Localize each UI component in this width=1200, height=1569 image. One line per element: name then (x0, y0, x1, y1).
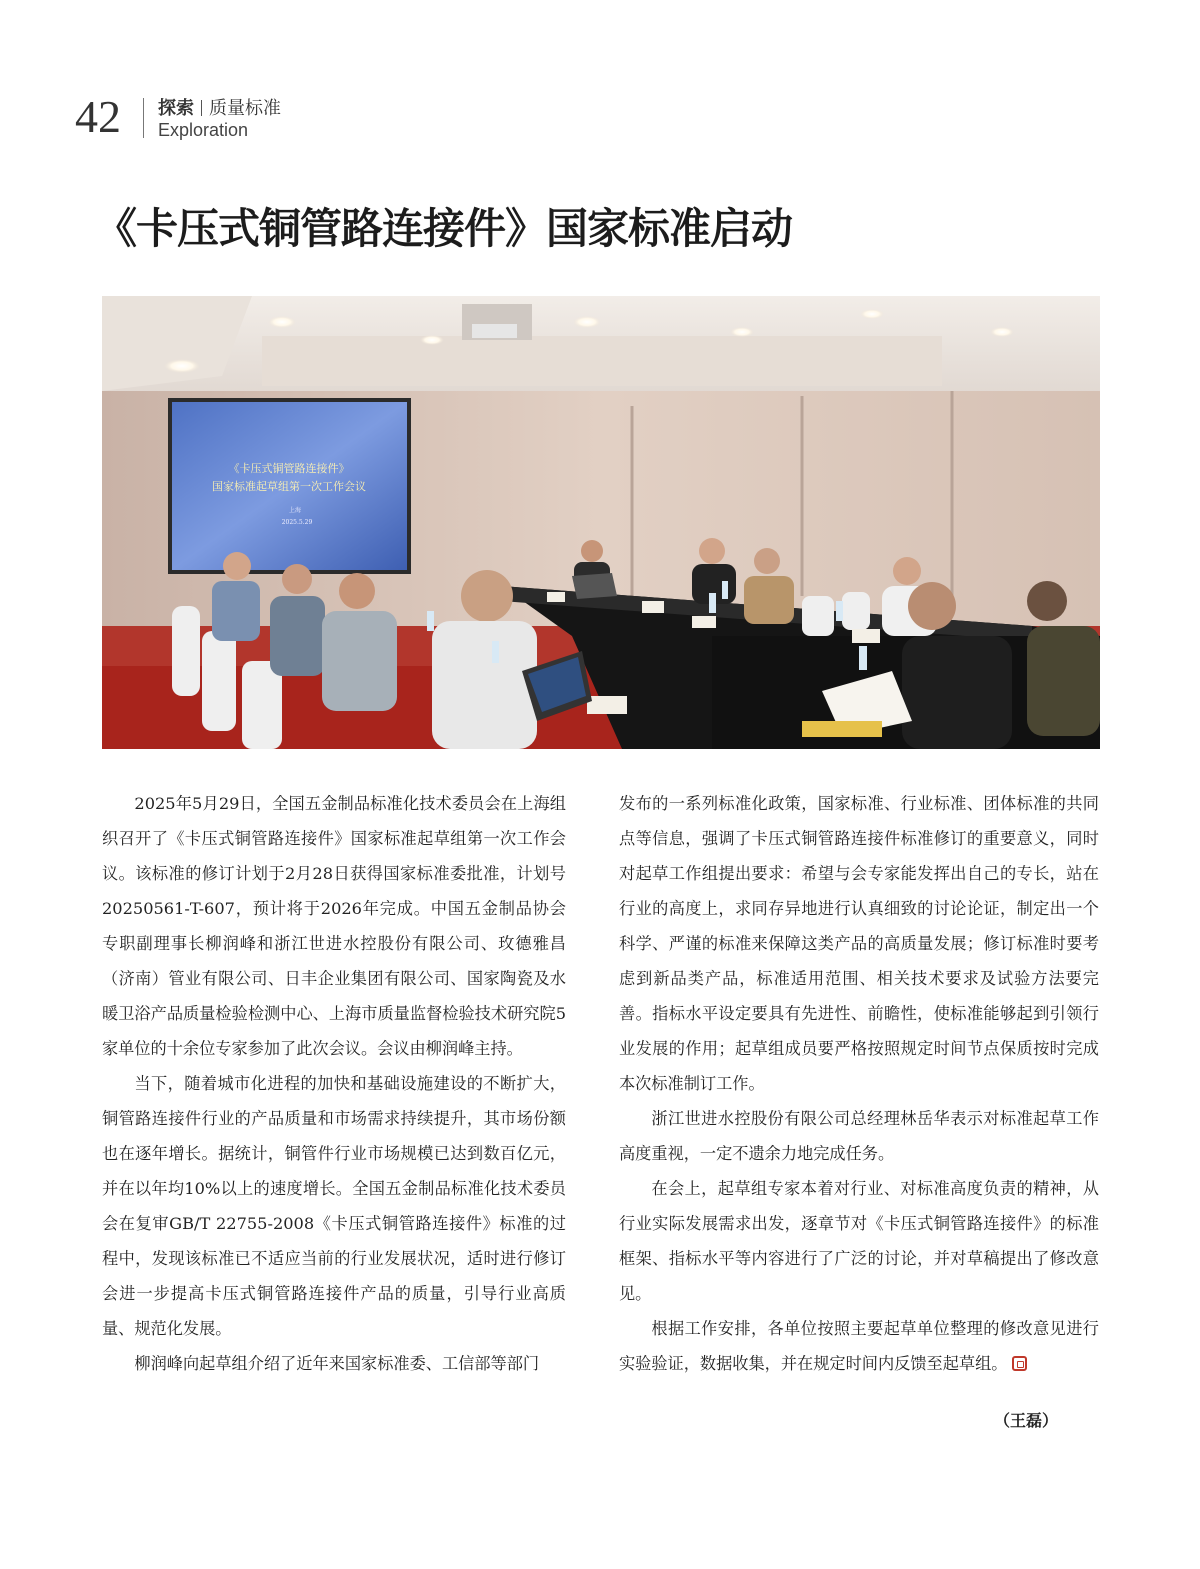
paragraph: 当下，随着城市化进程的加快和基础设施建设的不断扩大，铜管路连接件行业的产品质量和市场需求持续提升，其市场份额也在逐年增长。据统计，铜管件行业市场规模已达到数百亿元，并在以年均10%以上的速度增长。全国五金制品标准化技术委员会在复审GB/T 22755-2008《卡压式铜管路连接件》标准的过程中，发现该标准已不适应当前的行业发展状况，适时进行修订会进一步提高卡压式铜管路连接件产品的质量，引导行业高质量、规范化发展。 (102, 1074, 566, 1338)
slide-place: 上海 (288, 507, 302, 514)
paragraph: 浙江世进水控股份有限公司总经理林岳华表示对标准起草工作高度重视，一定不遗余力地完成任务。 (619, 1109, 1099, 1163)
section-label (158, 94, 281, 120)
slide-title-line2: 国家标准起草组第一次工作会议 (212, 480, 366, 493)
article-column-left (102, 786, 566, 1381)
article-end-icon (1012, 1356, 1027, 1371)
page-number: 42 (75, 91, 121, 142)
paragraph-text: 根据工作安排，各单位按照主要起草单位整理的修改意见进行实验验证，数据收集，并在规定时间内反馈至起草组。 (619, 1319, 1099, 1373)
article-column-right (619, 786, 1099, 1381)
header-divider (143, 98, 144, 138)
paragraph: 在会上，起草组专家本着对行业、对标准高度负责的精神，从行业实际发展需求出发，逐章节对《卡压式铜管路连接件》的标准框架、指标水平等内容进行了广泛的讨论，并对草稿提出了修改意见。 (619, 1179, 1099, 1303)
article-author: （王磊） (993, 1411, 1058, 1430)
article-title: 《卡压式铜管路连接件》国家标准启动 (95, 204, 793, 253)
meeting-photo (102, 296, 1100, 749)
subsection-name: 质量标准 (209, 98, 281, 119)
paragraph: 2025年5月29日，全国五金制品标准化技术委员会在上海组织召开了《卡压式铜管路连接件》国家标准起草组第一次工作会议。该标准的修订计划于2月28日获得国家标准委批准，计划号20250561-T-607，预计将于2026年完成。中国五金制品协会专职副理事长柳润峰和浙江世进水控股份有限公司、玫德雅昌（济南）管业有限公司、日丰企业集团有限公司、国家陶瓷及水暖卫浴产品质量检验检测中心、上海市质量监督检验技术研究院5家单位的十余位专家参加了此次会议。会议由柳润峰主持。 (102, 794, 566, 1058)
paragraph: 柳润峰向起草组介绍了近年来国家标准委、工信部等部门 (134, 1354, 540, 1373)
slide-date: 2025.5.29 (281, 519, 313, 526)
section-separator (201, 100, 202, 116)
paragraph-last (619, 1311, 1099, 1381)
section-name-en: Exploration (158, 120, 249, 140)
section-name: 探索 (158, 98, 194, 119)
slide-title-line1: 《卡压式铜管路连接件》 (228, 462, 350, 475)
paragraph-continued: 发布的一系列标准化政策，国家标准、行业标准、团体标准的共同点等信息，强调了卡压式铜管路连接件标准修订的重要意义，同时对起草工作组提出要求：希望与会专家能发挥出自己的专长，站在行业的高度上，求同存异地进行认真细致的讨论论证，制定出一个科学、严谨的标准来保障这类产品的高质量发展；修订标准时要考虑到新品类产品，标准适用范围、相关技术要求及试验方法要完善。指标水平设定要具有先进性、前瞻性，使标准能够起到引领行业发展的作用；起草组成员要严格按照规定时间节点保质按时完成本次标准制订工作。 (619, 794, 1099, 1093)
